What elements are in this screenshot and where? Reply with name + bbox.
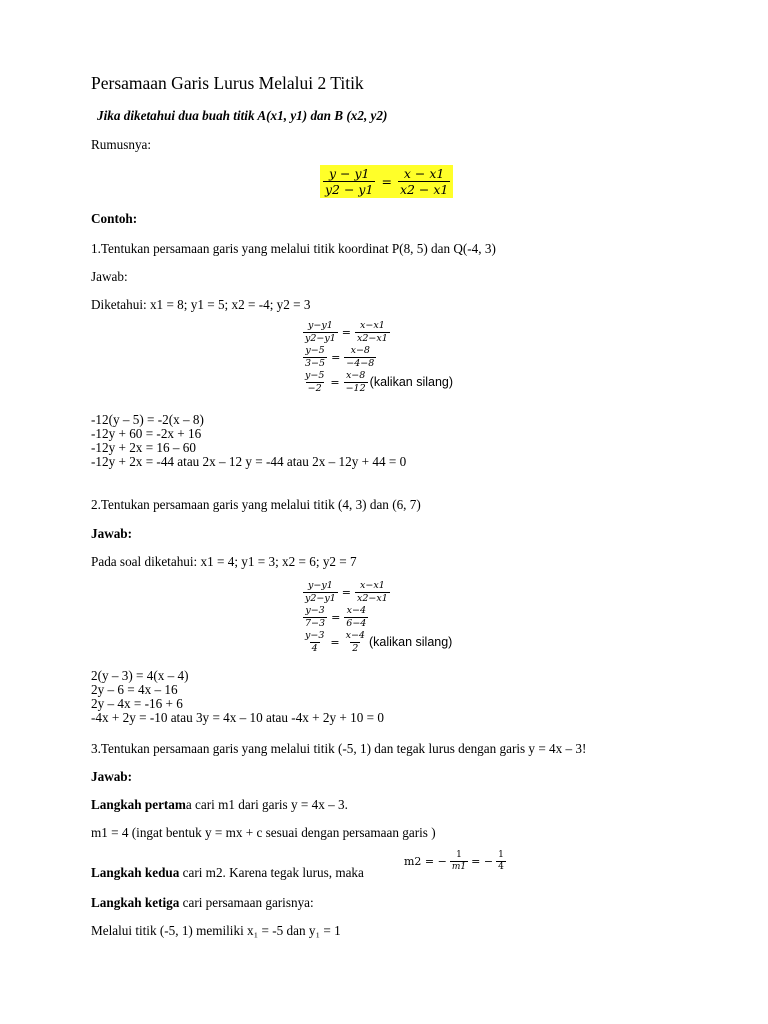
q3-jawab: Jawab:: [91, 769, 133, 784]
q2-math-row: [303, 630, 452, 655]
q3-step3: [91, 896, 314, 910]
q2-jawab: Jawab:: [91, 526, 133, 541]
q3-step2-bold: Langkah kedua: [91, 865, 180, 880]
q2-step: -4x + 2y = -10 atau 3y = 4x – 10 atau -4x + 2y + 10 = 0: [91, 710, 384, 725]
formula-left-den: y2 − y1: [325, 182, 374, 198]
q2-question: 2.Tentukan persamaan garis yang melalui titik (4, 3) dan (6, 7): [91, 497, 421, 512]
q2-step: 2(y – 3) = 4(x – 4): [91, 668, 189, 683]
q1-question: 1.Tentukan persamaan garis yang melalui titik koordinat P(8, 5) dan Q(-4, 3): [91, 241, 496, 256]
main-formula: [320, 165, 453, 198]
q1-jawab: Jawab:: [91, 269, 128, 284]
q2-m0-ln: y−y1: [308, 580, 333, 592]
equals-sign: =: [330, 375, 340, 389]
q2-m0-ld: y2−y1: [305, 593, 336, 604]
q1-m1-rd: −4−8: [346, 358, 375, 369]
subtitle-text: Jika diketahui dua buah titik A(x1, y1) dan B (x2, y2): [97, 108, 388, 123]
q2-step: 2y – 6 = 4x – 16: [91, 682, 178, 697]
q1-step: -12(y – 5) = -2(x – 8): [91, 412, 204, 427]
formula-equals: =: [381, 174, 392, 190]
formula-left-num: y − y1: [328, 166, 370, 181]
q2-math-row: [303, 580, 452, 605]
q3-point-line: Melalui titik (-5, 1) memiliki x₁ = -5 dan y₁ = 1: [91, 923, 341, 938]
equals-sign: =: [331, 350, 341, 364]
q2-given: Pada soal diketahui: x1 = 4; y1 = 3; x2 = 6; y2 = 7: [91, 554, 357, 569]
q1-m1-ln: y−5: [305, 345, 325, 357]
q3-m2-f2-den: 4: [498, 862, 504, 873]
q1-m1-ld: 3−5: [305, 358, 326, 369]
formula-right-num: x − x1: [403, 166, 445, 181]
q2-steps: [91, 669, 384, 725]
q1-m0-rn: x−x1: [360, 320, 385, 332]
q1-math-row: [303, 320, 453, 345]
q3-m2-f2-num: 1: [498, 850, 504, 860]
q2-cross-note: (kalikan silang): [368, 634, 453, 649]
q1-math-block: [303, 320, 453, 395]
q1-m2-rd: −12: [345, 383, 366, 394]
q3-step1: [91, 798, 348, 812]
q1-m0-ln: y−y1: [308, 320, 333, 332]
q2-m1-ln: y−3: [305, 605, 325, 617]
page-title: Persamaan Garis Lurus Melalui 2 Titik: [91, 73, 364, 93]
q1-m1-rn: x−8: [350, 345, 370, 357]
q3-m2-eq: = −: [471, 855, 494, 869]
q1-steps: [91, 413, 406, 469]
q3-step2-rest: cari m2. Karena tegak lurus, maka: [179, 865, 364, 880]
equals-sign: =: [341, 325, 352, 339]
q1-m2-ld: −2: [307, 383, 322, 394]
equals-sign: =: [330, 635, 340, 649]
q2-math-row: [303, 605, 452, 630]
q3-step1-bold: Langkah pertam: [91, 797, 186, 812]
q2-m2-rd: 2: [352, 643, 359, 654]
q2-m0-rd: x2−x1: [357, 593, 388, 604]
equals-sign: =: [341, 585, 352, 599]
q2-m1-ld: 7−3: [305, 618, 326, 629]
q2-m2-ln: y−3: [305, 630, 325, 642]
q2-m2-ld: 4: [311, 643, 318, 654]
q1-given: Diketahui: x1 = 8; y1 = 5; x2 = -4; y2 = 3: [91, 297, 311, 312]
q2-m1-rn: x−4: [346, 605, 366, 617]
q2-m0-rn: x−x1: [360, 580, 385, 592]
q1-m2-rn: x−8: [345, 370, 366, 382]
q3-m2-formula: [404, 851, 506, 873]
q2-m1-rd: 6−4: [346, 618, 367, 629]
q1-step: -12y + 60 = -2x + 16: [91, 426, 202, 441]
q1-math-row: [303, 345, 453, 370]
q1-math-row: [303, 370, 453, 395]
q3-m2-f1-num: 1: [456, 850, 462, 860]
q1-m0-rd: x2−x1: [357, 333, 388, 344]
q1-cross-note: (kalikan silang): [369, 374, 454, 389]
rumus-label: Rumusnya:: [91, 137, 152, 152]
q3-step2: [91, 866, 364, 880]
equals-sign: =: [331, 610, 341, 624]
formula-right-den: x2 − x1: [399, 182, 449, 198]
q2-step: 2y – 4x = -16 + 6: [91, 696, 183, 711]
q2-m2-rn: x−4: [345, 630, 365, 642]
q3-step3-rest: cari persamaan garisnya:: [179, 895, 314, 910]
q3-m1-line: m1 = 4 (ingat bentuk y = mx + c sesuai dengan persamaan garis ): [91, 825, 436, 840]
q1-step: -12y + 2x = -44 atau 2x – 12 y = -44 atau 2x – 12y + 44 = 0: [91, 454, 407, 469]
q1-m2-ln: y−5: [305, 370, 325, 382]
q3-m2-f1-den: m1: [451, 862, 467, 873]
q3-m2-prefix: m2 = −: [404, 855, 447, 869]
q1-m0-ld: y2−y1: [305, 333, 336, 344]
q3-question: 3.Tentukan persamaan garis yang melalui titik (-5, 1) dan tegak lurus dengan garis y = 4x – 3!: [91, 741, 587, 756]
contoh-label: Contoh:: [91, 211, 138, 226]
q3-step1-rest: a cari m1 dari garis y = 4x – 3.: [185, 797, 348, 812]
subtitle: [97, 109, 387, 123]
q3-step3-bold: Langkah ketiga: [91, 895, 180, 910]
q2-math-block: [303, 580, 452, 655]
q1-step: -12y + 2x = 16 – 60: [91, 440, 196, 455]
